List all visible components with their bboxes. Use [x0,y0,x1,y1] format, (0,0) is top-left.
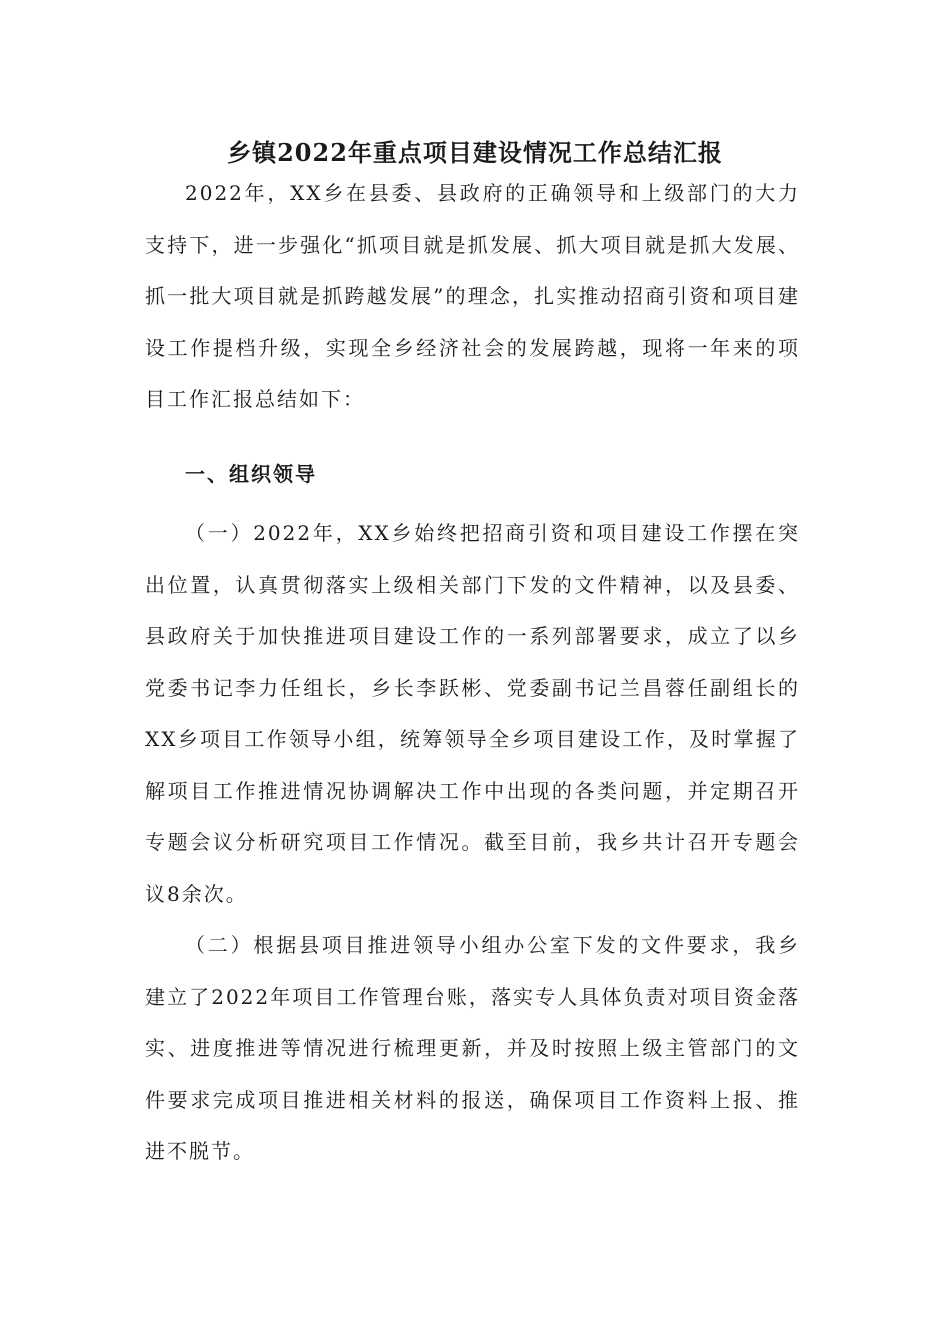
document-title: 乡镇2022年重点项目建设情况工作总结汇报 [227,138,723,167]
section-paragraph: （一）2022年，XX乡始终把招商引资和项目建设工作摆在突出位置，认真贯彻落实上级相关部门下发的文件精神，以及县委、县政府关于加快推进项目建设工作的一系列部署要求，成立了以乡党委书记李力任组长，乡长李跃彬、党委副书记兰昌蓉任副组长的XX乡项目工作领导小组，统筹领导全乡项目建设工作，及时掌握了解项目工作推进情况协调解决工作中出现的各类问题，并定期召开专题会议分析研究项目工作情况。截至目前，我乡共计召开专题会议8余次。 [145,521,800,906]
section-heading: 一、组织领导 [185,462,317,486]
intro-paragraph: 2022年，XX乡在县委、县政府的正确领导和上级部门的大力支持下，进一步强化“抓项目就是抓发展、抓大项目就是抓大发展、抓一批大项目就是抓跨越发展”的理念，扎实推动招商引资和项目建设工作提档升级，实现全乡经济社会的发展跨越，现将一年来的项目工作汇报总结如下： [145,181,800,411]
section-paragraph: （二）根据县项目推进领导小组办公室下发的文件要求，我乡建立了2022年项目工作管理台账，落实专人具体负责对项目资金落实、进度推进等情况进行梳理更新，并及时按照上级主管部门的文件要求完成项目推进相关材料的报送，确保项目工作资料上报、推进不脱节。 [145,933,800,1163]
